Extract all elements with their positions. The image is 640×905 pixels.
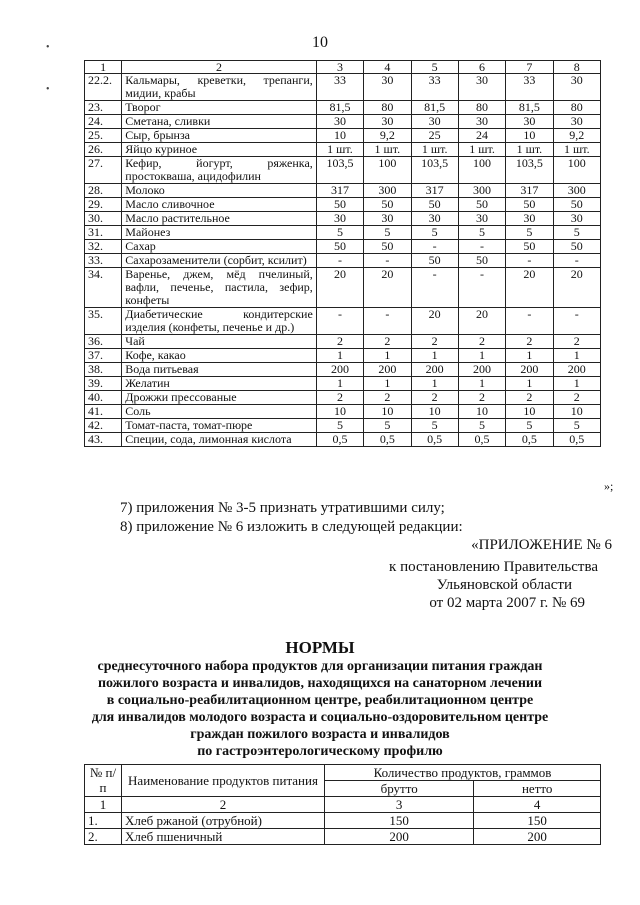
closing-quote: »; — [604, 479, 614, 493]
quantity-cell: 24 — [458, 129, 505, 143]
norms-title: НОРМЫ — [285, 638, 355, 657]
quantity-cell: 2 — [458, 391, 505, 405]
quantity-cell: 50 — [506, 240, 553, 254]
quantity-cell: 50 — [364, 198, 411, 212]
product-name: Творог — [122, 101, 317, 115]
product-name: Специи, сода, лимонная кислота — [122, 433, 317, 447]
quantity-cell: 100 — [553, 157, 600, 184]
table-row — [85, 308, 601, 335]
quantity-cell: 0,5 — [364, 433, 411, 447]
quantity-cell: 200 — [506, 363, 553, 377]
subtitle-line: среднесуточного набора продуктов для организации питания граждан — [97, 659, 543, 674]
quantity-cell: 20 — [458, 308, 505, 335]
quantity-cell: 50 — [316, 240, 363, 254]
quantity-cell: 200 — [411, 363, 458, 377]
quantity-cell: 300 — [364, 184, 411, 198]
table-row — [85, 226, 601, 240]
quantity-cell: 0,5 — [506, 433, 553, 447]
row-brutto: 200 — [325, 829, 474, 845]
quantity-cell: 2 — [364, 391, 411, 405]
quantity-cell: 5 — [364, 419, 411, 433]
quantity-cell: - — [364, 308, 411, 335]
quantity-cell: 81,5 — [411, 101, 458, 115]
appendix-line-2: Ульяновской области — [436, 577, 572, 593]
row-number: 27. — [85, 157, 122, 184]
product-name: Диабетические кондитерские изделия (конфеты, печенье и др.) — [122, 308, 317, 335]
quantity-cell: 30 — [316, 212, 363, 226]
quantity-cell: 33 — [411, 74, 458, 101]
row-brutto: 150 — [325, 813, 474, 829]
table-row — [85, 157, 601, 184]
table-row — [85, 405, 601, 419]
quantity-cell: 20 — [364, 268, 411, 308]
quantity-cell: 10 — [316, 129, 363, 143]
row-number: 31. — [85, 226, 122, 240]
quantity-cell: 0,5 — [553, 433, 600, 447]
row-number: 37. — [85, 349, 122, 363]
quantity-cell: - — [553, 308, 600, 335]
quantity-cell: - — [411, 240, 458, 254]
quantity-cell: 0,5 — [411, 433, 458, 447]
column-index: 8 — [553, 61, 600, 74]
row-number: 26. — [85, 143, 122, 157]
quantity-cell: 5 — [553, 419, 600, 433]
quantity-cell: 50 — [553, 240, 600, 254]
quantity-cell: 9,2 — [364, 129, 411, 143]
appendix-line-3: от 02 марта 2007 г. № 69 — [429, 595, 585, 611]
quantity-cell: 50 — [506, 198, 553, 212]
row-number: 22.2. — [85, 74, 122, 101]
quantity-cell: 30 — [553, 212, 600, 226]
row-number: 24. — [85, 115, 122, 129]
quantity-cell: 2 — [458, 335, 505, 349]
quantity-cell: 1 — [506, 377, 553, 391]
appendix-title: «ПРИЛОЖЕНИЕ № 6 — [471, 537, 612, 553]
quantity-cell: 1 — [411, 377, 458, 391]
row-number: 29. — [85, 198, 122, 212]
quantity-cell: 300 — [553, 184, 600, 198]
subtitle-line: по гастроэнтерологическому профилю — [197, 744, 443, 759]
row-number: 42. — [85, 419, 122, 433]
quantity-cell: - — [458, 268, 505, 308]
quantity-cell: 33 — [506, 74, 553, 101]
column-index: 1 — [85, 61, 122, 74]
quantity-cell: 200 — [316, 363, 363, 377]
quantity-cell: 103,5 — [411, 157, 458, 184]
product-name: Томат-паста, томат-пюре — [122, 419, 317, 433]
table-row — [85, 212, 601, 226]
quantity-cell: 1 — [458, 377, 505, 391]
quantity-cell: 30 — [458, 74, 505, 101]
quantity-cell: 30 — [411, 115, 458, 129]
row-number: 39. — [85, 377, 122, 391]
quantity-cell: 50 — [411, 198, 458, 212]
quantity-cell: 20 — [411, 308, 458, 335]
quantity-cell: 10 — [458, 405, 505, 419]
quantity-cell: 5 — [411, 226, 458, 240]
product-name: Молоко — [122, 184, 317, 198]
quantity-cell: 1 шт. — [316, 143, 363, 157]
table-row — [85, 115, 601, 129]
quantity-cell: 30 — [364, 212, 411, 226]
row-number: 36. — [85, 335, 122, 349]
quantity-cell: 0,5 — [458, 433, 505, 447]
quantity-cell: 1 — [364, 377, 411, 391]
paragraph-8: 8) приложение № 6 изложить в следующей редакции: — [120, 519, 463, 535]
quantity-cell: 0,5 — [316, 433, 363, 447]
table-row — [85, 363, 601, 377]
index-cell: 1 — [85, 797, 122, 813]
norms-table — [84, 764, 601, 845]
product-name: Дрожжи прессованые — [122, 391, 317, 405]
product-name: Майонез — [122, 226, 317, 240]
quantity-cell: 2 — [364, 335, 411, 349]
product-name: Масло сливочное — [122, 198, 317, 212]
quantity-cell: 1 — [506, 349, 553, 363]
quantity-cell: 50 — [553, 198, 600, 212]
quantity-cell: 317 — [316, 184, 363, 198]
quantity-cell: 1 — [316, 349, 363, 363]
column-index: 7 — [506, 61, 553, 74]
row-name: Хлеб пшеничный — [122, 829, 325, 845]
quantity-cell: 5 — [553, 226, 600, 240]
quantity-cell: 5 — [364, 226, 411, 240]
quantity-cell: 2 — [553, 391, 600, 405]
quantity-cell: - — [364, 254, 411, 268]
quantity-cell: 25 — [411, 129, 458, 143]
norms-subtitle — [0, 658, 640, 760]
row-number: 25. — [85, 129, 122, 143]
table-row — [85, 198, 601, 212]
quantity-cell: 5 — [506, 419, 553, 433]
quantity-cell: 200 — [458, 363, 505, 377]
quantity-cell: 30 — [364, 74, 411, 101]
table-row — [85, 254, 601, 268]
quantity-cell: 50 — [411, 254, 458, 268]
table-row — [85, 143, 601, 157]
quantity-cell: 10 — [316, 405, 363, 419]
product-name: Яйцо куриное — [122, 143, 317, 157]
table-row — [85, 433, 601, 447]
quantity-cell: 30 — [506, 212, 553, 226]
table-row — [85, 419, 601, 433]
quantity-cell: 2 — [316, 391, 363, 405]
paragraph-7: 7) приложения № 3-5 признать утратившими силу; — [120, 500, 445, 516]
margin-mark: • — [46, 42, 50, 53]
table-row — [85, 391, 601, 405]
quantity-cell: 30 — [553, 115, 600, 129]
col-qty-header: Количество продуктов, граммов — [325, 765, 601, 781]
quantity-cell: - — [411, 268, 458, 308]
table-row — [85, 129, 601, 143]
product-name: Соль — [122, 405, 317, 419]
table-row — [85, 240, 601, 254]
product-name: Желатин — [122, 377, 317, 391]
table-row — [85, 101, 601, 115]
quantity-cell: 1 шт. — [458, 143, 505, 157]
col-num-header: № п/п — [85, 765, 122, 797]
row-number: 43. — [85, 433, 122, 447]
row-num: 1. — [85, 813, 122, 829]
quantity-cell: 10 — [411, 405, 458, 419]
quantity-cell: 100 — [364, 157, 411, 184]
quantity-cell: 1 шт. — [364, 143, 411, 157]
quantity-cell: 30 — [553, 74, 600, 101]
quantity-cell: 1 — [553, 377, 600, 391]
quantity-cell: 2 — [411, 335, 458, 349]
quantity-cell: 80 — [553, 101, 600, 115]
product-name: Вода питьевая — [122, 363, 317, 377]
product-name: Кофе, какао — [122, 349, 317, 363]
appendix-line-1: к постановлению Правительства — [389, 559, 598, 575]
subtitle-line: для инвалидов молодого возраста и социально-оздоровительном центре — [91, 710, 549, 725]
table-row — [85, 377, 601, 391]
quantity-cell: 80 — [364, 101, 411, 115]
quantity-cell: 80 — [458, 101, 505, 115]
quantity-cell: 20 — [506, 268, 553, 308]
quantity-cell: 1 — [411, 349, 458, 363]
quantity-cell: 1 шт. — [553, 143, 600, 157]
product-name: Кефир, йогурт, ряженка, простокваша, ацидофилин — [122, 157, 317, 184]
row-number: 32. — [85, 240, 122, 254]
quantity-cell: 1 шт. — [506, 143, 553, 157]
quantity-cell: 10 — [364, 405, 411, 419]
page-number: 10 — [312, 34, 328, 51]
quantity-cell: 1 шт. — [411, 143, 458, 157]
subtitle-line: пожилого возраста и инвалидов, находящихся на санаторном лечении — [97, 676, 543, 691]
quantity-cell: 2 — [553, 335, 600, 349]
table-row — [85, 335, 601, 349]
quantity-cell: 50 — [316, 198, 363, 212]
product-name: Масло растительное — [122, 212, 317, 226]
quantity-cell: 300 — [458, 184, 505, 198]
quantity-cell: 30 — [411, 212, 458, 226]
column-index: 5 — [411, 61, 458, 74]
quantity-cell: - — [458, 240, 505, 254]
quantity-cell: 5 — [458, 419, 505, 433]
quantity-cell: 30 — [506, 115, 553, 129]
subtitle-line: в социально-реабилитационном центре, реабилитационном центре — [106, 693, 534, 708]
column-index: 3 — [316, 61, 363, 74]
quantity-cell: 317 — [411, 184, 458, 198]
row-number: 38. — [85, 363, 122, 377]
quantity-cell: 1 — [364, 349, 411, 363]
index-cell: 3 — [325, 797, 474, 813]
product-name: Сметана, сливки — [122, 115, 317, 129]
index-cell: 4 — [474, 797, 601, 813]
quantity-cell: 81,5 — [506, 101, 553, 115]
quantity-cell: 81,5 — [316, 101, 363, 115]
table-row — [85, 349, 601, 363]
row-number: 23. — [85, 101, 122, 115]
quantity-cell: 200 — [364, 363, 411, 377]
quantity-cell: - — [316, 308, 363, 335]
quantity-cell: 30 — [458, 212, 505, 226]
column-index: 4 — [364, 61, 411, 74]
quantity-cell: 2 — [506, 335, 553, 349]
quantity-cell: 30 — [364, 115, 411, 129]
row-number: 30. — [85, 212, 122, 226]
table-row — [85, 268, 601, 308]
quantity-cell: 2 — [506, 391, 553, 405]
row-number: 33. — [85, 254, 122, 268]
row-number: 34. — [85, 268, 122, 308]
quantity-cell: - — [316, 254, 363, 268]
nutrition-table-continued — [84, 60, 601, 447]
quantity-cell: 50 — [364, 240, 411, 254]
quantity-cell: 1 — [458, 349, 505, 363]
table-row — [85, 184, 601, 198]
quantity-cell: 10 — [553, 405, 600, 419]
row-num: 2. — [85, 829, 122, 845]
row-name: Хлеб ржаной (отрубной) — [122, 813, 325, 829]
quantity-cell: 33 — [316, 74, 363, 101]
column-index: 6 — [458, 61, 505, 74]
table-row — [85, 74, 601, 101]
product-name: Сыр, брынза — [122, 129, 317, 143]
quantity-cell: 2 — [411, 391, 458, 405]
column-index: 2 — [122, 61, 317, 74]
row-number: 28. — [85, 184, 122, 198]
quantity-cell: 103,5 — [316, 157, 363, 184]
quantity-cell: 5 — [316, 226, 363, 240]
row-netto: 150 — [474, 813, 601, 829]
table-header-row — [85, 61, 601, 74]
row-number: 35. — [85, 308, 122, 335]
quantity-cell: - — [506, 254, 553, 268]
quantity-cell: 1 — [316, 377, 363, 391]
quantity-cell: 5 — [316, 419, 363, 433]
col-name-header: Наименование продуктов питания — [122, 765, 325, 797]
quantity-cell: 10 — [506, 405, 553, 419]
product-name: Сахар — [122, 240, 317, 254]
quantity-cell: 30 — [458, 115, 505, 129]
quantity-cell: 10 — [506, 129, 553, 143]
quantity-cell: 50 — [458, 198, 505, 212]
row-number: 41. — [85, 405, 122, 419]
row-netto: 200 — [474, 829, 601, 845]
subtitle-line: граждан пожилого возраста и инвалидов — [190, 727, 450, 742]
quantity-cell: 317 — [506, 184, 553, 198]
quantity-cell: 50 — [458, 254, 505, 268]
margin-mark: • — [46, 84, 50, 95]
quantity-cell: 1 — [553, 349, 600, 363]
index-cell: 2 — [122, 797, 325, 813]
product-name: Чай — [122, 335, 317, 349]
quantity-cell: 20 — [553, 268, 600, 308]
quantity-cell: 20 — [316, 268, 363, 308]
quantity-cell: 103,5 — [506, 157, 553, 184]
quantity-cell: 5 — [411, 419, 458, 433]
quantity-cell: 30 — [316, 115, 363, 129]
product-name: Сахарозаменители (сорбит, ксилит) — [122, 254, 317, 268]
quantity-cell: 5 — [458, 226, 505, 240]
product-name: Кальмары, креветки, трепанги, мидии, крабы — [122, 74, 317, 101]
quantity-cell: 200 — [553, 363, 600, 377]
product-name: Варенье, джем, мёд пчелиный, вафли, печенье, пастила, зефир, конфеты — [122, 268, 317, 308]
quantity-cell: - — [506, 308, 553, 335]
col-netto-header: нетто — [474, 781, 601, 797]
quantity-cell: 5 — [506, 226, 553, 240]
quantity-cell: - — [553, 254, 600, 268]
quantity-cell: 100 — [458, 157, 505, 184]
row-number: 40. — [85, 391, 122, 405]
quantity-cell: 2 — [316, 335, 363, 349]
quantity-cell: 9,2 — [553, 129, 600, 143]
col-brutto-header: брутто — [325, 781, 474, 797]
